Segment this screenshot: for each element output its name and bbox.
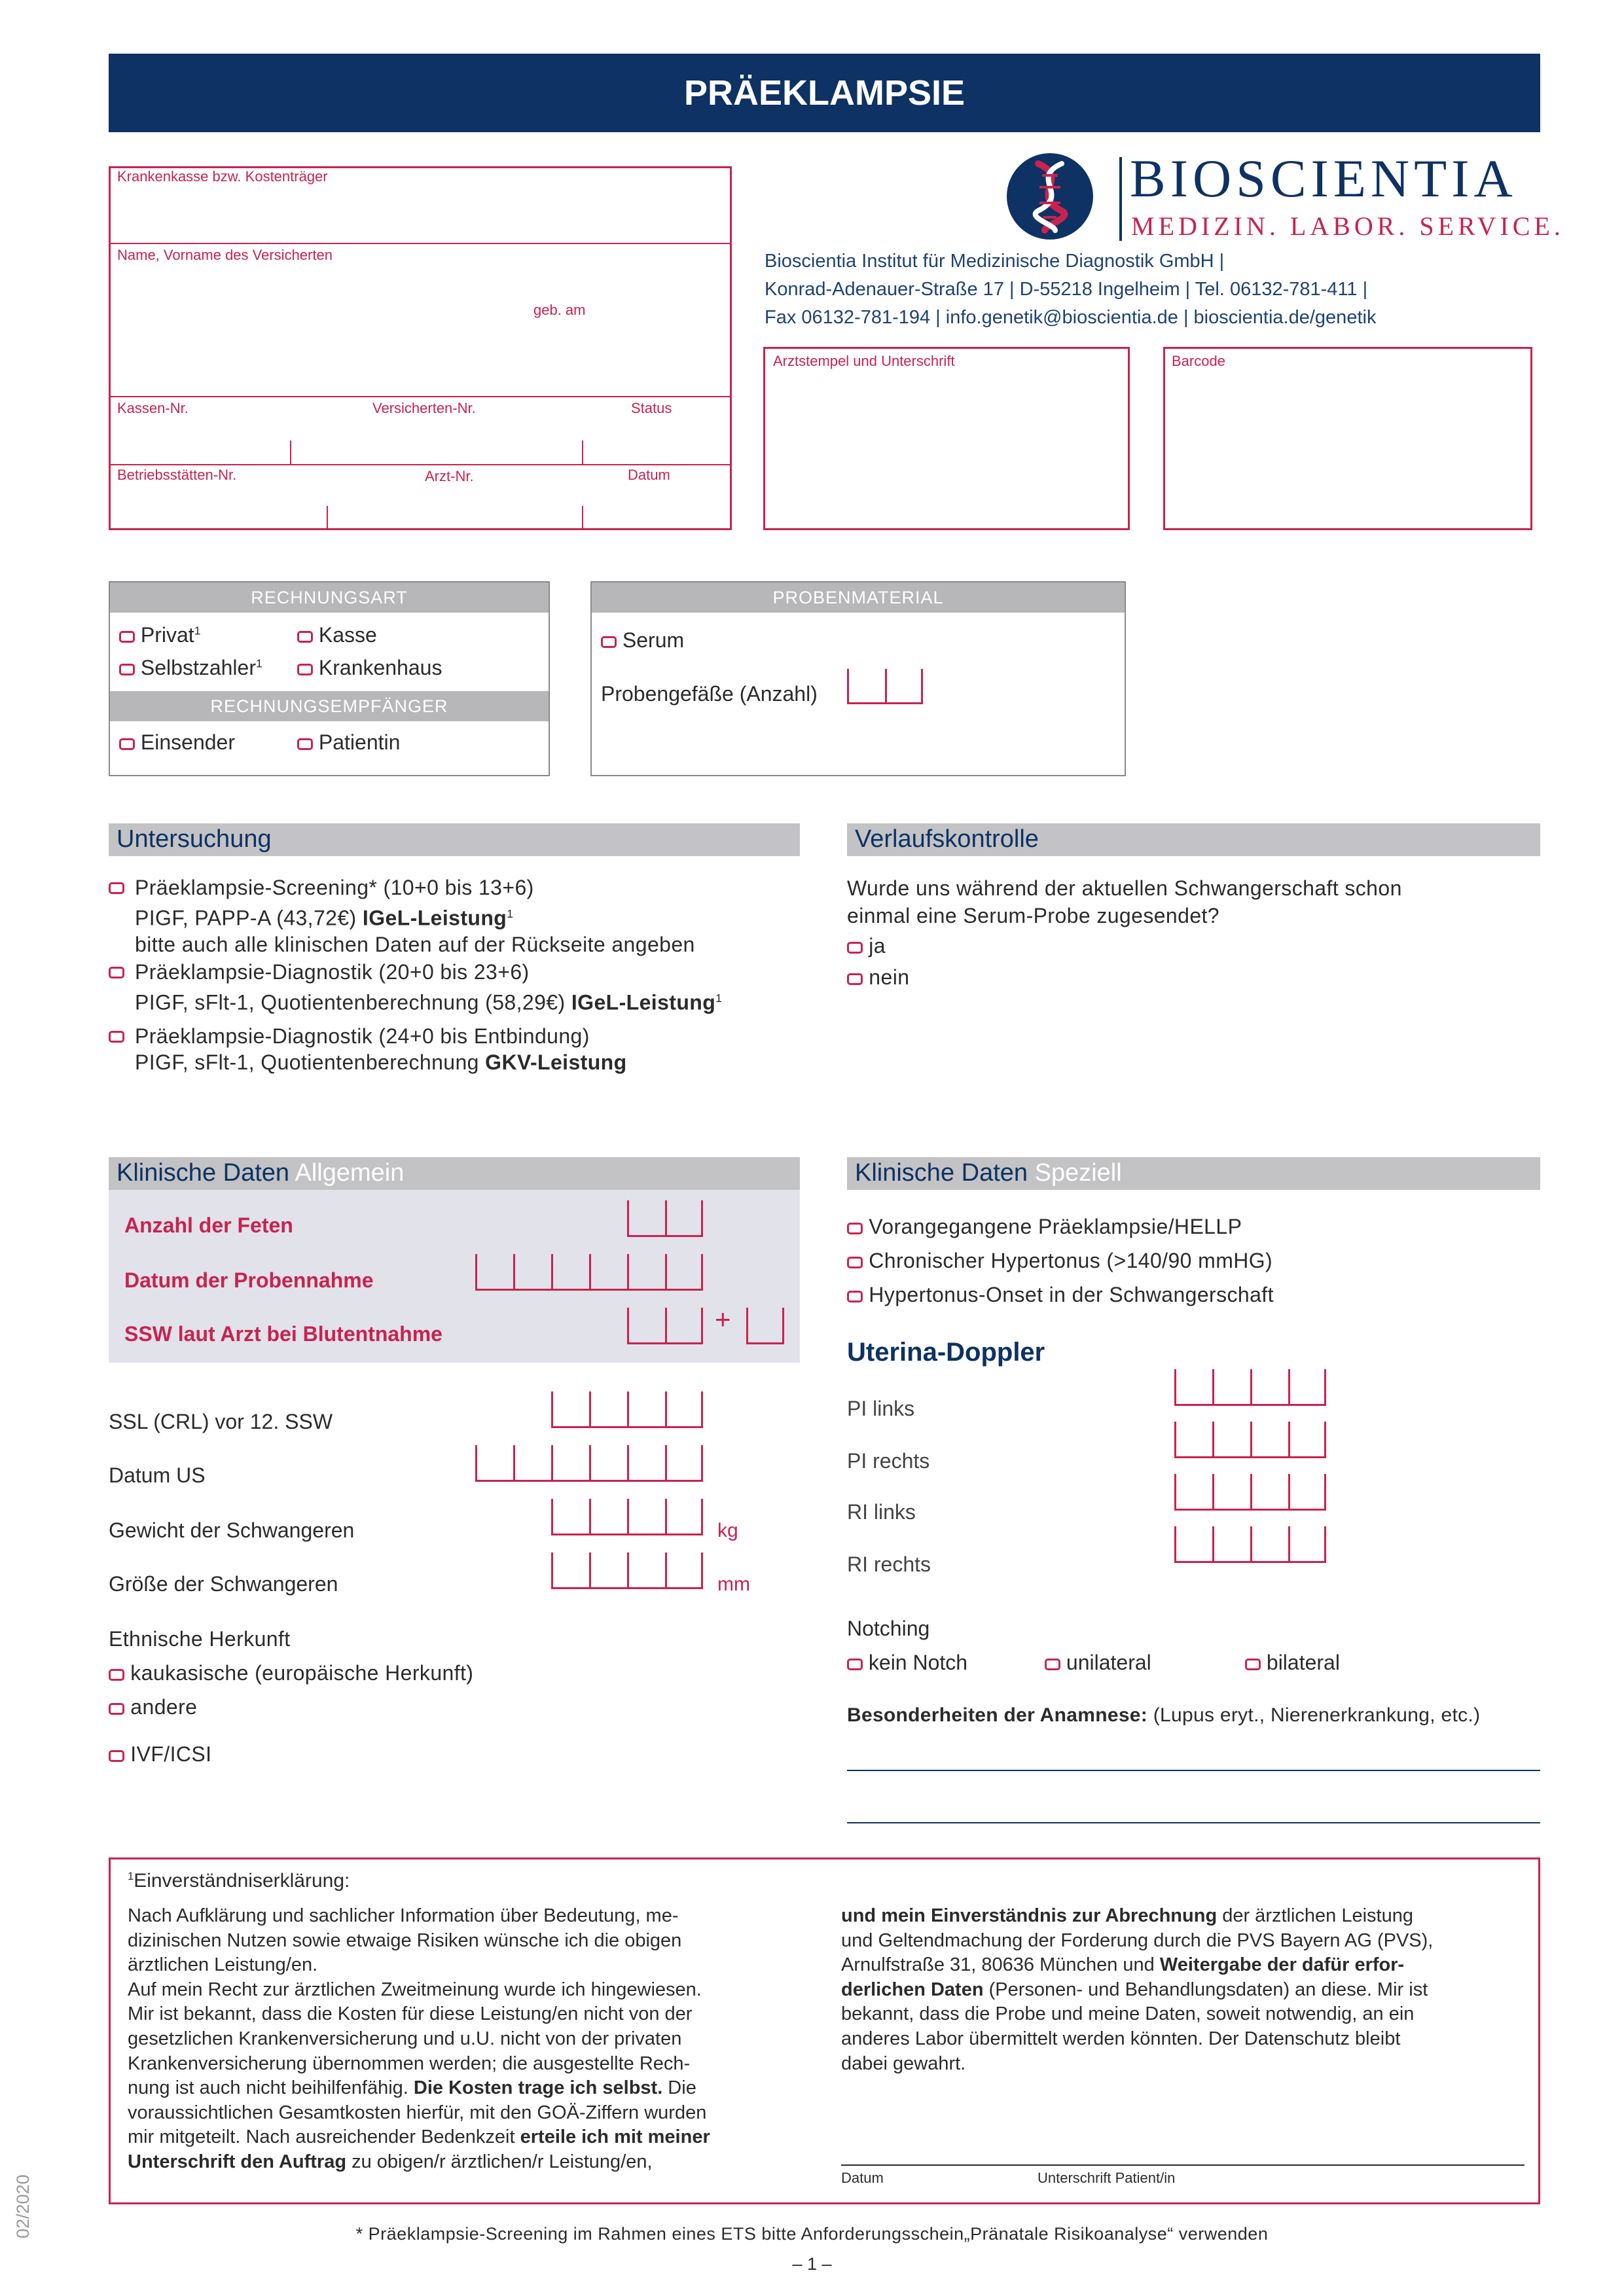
anamnesis-line-2[interactable] [847, 1822, 1540, 1823]
input-cell[interactable] [1174, 1474, 1212, 1511]
barcode-box [1163, 347, 1532, 530]
option-no-notch[interactable] [847, 1651, 967, 1675]
diagnostik-late-checkbox[interactable] [109, 1031, 124, 1043]
patientin-checkbox[interactable] [297, 738, 313, 750]
status-label: Status [631, 400, 672, 416]
header-subtext: Allgemein [295, 1159, 405, 1187]
ri-left-label: RI links [847, 1500, 916, 1524]
consent-text: Nach Aufklärung und sachlicher Information über Bedeutung, me- [128, 1905, 679, 1926]
crl-field[interactable] [551, 1391, 703, 1428]
consent-emphasis: Unterschrift den Auftrag [128, 2151, 347, 2172]
footnote-marker: 1 [128, 1871, 134, 1882]
consent-title [128, 1870, 350, 1892]
option-nein[interactable] [847, 963, 1402, 991]
input-cell[interactable] [627, 1200, 665, 1237]
patient-data-box [109, 166, 732, 530]
divider [327, 506, 328, 529]
crl-label: SSL (CRL) vor 12. SSW [109, 1410, 333, 1433]
billing-box [109, 581, 550, 776]
consent-text: zu obigen/r ärztlichen/r Leistung/en, [346, 2151, 653, 2172]
consent-line [841, 1904, 1433, 1929]
option-diagnostik-late[interactable] [109, 1023, 722, 1075]
consent-text: anderes Labor übermittelt werden könnten. Der Datenschutz bleibt [841, 2028, 1401, 2049]
input-cell[interactable] [589, 1445, 627, 1482]
consent-emphasis: Die Kosten trage ich selbst. [413, 2077, 663, 2099]
clinical-special-list [847, 1210, 1274, 1312]
bioscientia-logo [1005, 152, 1094, 241]
height-unit: mm [717, 1573, 750, 1595]
insurance-number-label: Kassen-Nr. [117, 400, 189, 416]
divider [582, 440, 583, 465]
input-cell[interactable] [847, 669, 885, 704]
unilateral-label: unilateral [1066, 1651, 1151, 1674]
consent-line [128, 1904, 710, 1929]
consent-text: (Personen- und Behandlungsdaten) an diese. Mir ist [983, 1979, 1428, 2000]
consent-box [109, 1857, 1540, 2204]
input-cell[interactable] [1288, 1369, 1326, 1406]
clinical-general-header [109, 1157, 800, 1190]
consent-text: der ärztlichen Leistung [1217, 1905, 1413, 1926]
weight-label: Gewicht der Schwangeren [109, 1518, 355, 1542]
doppler-heading: Uterina-Doppler [847, 1338, 1045, 1367]
header-text: Klinische Daten [117, 1159, 290, 1187]
consent-line [128, 1953, 710, 1978]
brand-tagline: MEDIZIN. LABOR. SERVICE. [1131, 211, 1564, 241]
insured-name-label: Name, Vorname des Versicherten [117, 247, 333, 263]
input-cell[interactable] [746, 1308, 784, 1344]
ivf-checkbox[interactable] [109, 1750, 124, 1762]
ethnicity-section [109, 1622, 473, 1771]
input-cell[interactable] [627, 1552, 665, 1589]
lab-address [765, 247, 1376, 332]
facility-number-label: Betriebsstätten-Nr. [117, 467, 237, 483]
ri-left-field[interactable] [1174, 1474, 1326, 1511]
gestation-week-field[interactable] [627, 1308, 703, 1344]
input-cell[interactable] [885, 669, 923, 704]
consent-line [841, 1978, 1433, 2003]
patientin-label: Patientin [318, 730, 401, 754]
consent-text: Krankenversicherung übernommen werden; die ausgestellte Rech- [128, 2053, 691, 2074]
previous-preeclampsia-checkbox[interactable] [847, 1223, 863, 1234]
ethnicity-label: Ethnische Herkunft [109, 1627, 291, 1651]
item-detail [135, 1049, 722, 1075]
input-cell[interactable] [513, 1254, 551, 1291]
kasse-label: Kasse [318, 623, 377, 647]
input-cell[interactable] [627, 1391, 665, 1428]
serum-checkbox[interactable] [601, 636, 617, 648]
sample-count-label: Probengefäße (Anzahl) [601, 682, 818, 706]
option-kasse[interactable] [297, 623, 377, 647]
footnote-marker: 1 [194, 624, 201, 637]
input-cell[interactable] [589, 1391, 627, 1428]
anamnesis-title: Besonderheiten der Anamnese: [847, 1704, 1148, 1726]
input-cell[interactable] [665, 1200, 703, 1237]
hypertension-onset-checkbox[interactable] [847, 1291, 863, 1302]
doctor-number-label: Arzt-Nr. [425, 468, 474, 484]
us-date-label: Datum US [109, 1463, 206, 1487]
billing-type-header: RECHNUNGSART [110, 583, 549, 613]
option-einsender[interactable] [119, 730, 235, 755]
consent-line [128, 2150, 710, 2175]
divider [290, 440, 291, 465]
consent-text: nung ist auch nicht beihilfenfähig. [128, 2077, 414, 2099]
item-detail-text: PIGF, sFlt-1, Quotientenberechnung (58,29€) [135, 990, 571, 1014]
pi-left-label: PI links [847, 1397, 915, 1420]
consent-line [128, 2125, 710, 2150]
chronic-hypertension-label: Chronischer Hypertonus (>140/90 mmHG) [869, 1249, 1273, 1272]
consent-emphasis: Weitergabe der dafür erfor- [1159, 1954, 1405, 1976]
divider [582, 506, 583, 529]
option-patientin[interactable] [297, 730, 400, 755]
consent-emphasis: und mein Einverständnis zur Abrechnung [841, 1905, 1218, 1926]
examination-list [109, 874, 722, 1075]
insured-number-label: Versicherten-Nr. [372, 400, 476, 416]
nein-checkbox[interactable] [847, 973, 863, 985]
input-cell[interactable] [589, 1254, 627, 1291]
barcode-label: Barcode [1172, 353, 1225, 369]
privat-checkbox[interactable] [119, 631, 135, 643]
height-label: Größe der Schwangeren [109, 1572, 338, 1596]
consent-text: Auf mein Recht zur ärztlichen Zweitmeinung wurde ich hingewiesen. [128, 1979, 702, 2000]
clinical-special-header [847, 1157, 1540, 1190]
consent-line [128, 2052, 710, 2077]
address-line: Fax 06132-781-194 | info.genetik@bioscientia.de | bioscientia.de/genetik [765, 307, 1377, 328]
chronic-hypertension-checkbox[interactable] [847, 1257, 863, 1268]
option-unilateral[interactable] [1045, 1651, 1151, 1675]
feten-label: Anzahl der Feten [124, 1213, 293, 1237]
consent-text: Die [662, 2077, 696, 2099]
consent-text: dabei gewahrt. [841, 2053, 966, 2074]
header-text: Klinische Daten [855, 1159, 1028, 1187]
examination-header: Untersuchung [109, 823, 800, 856]
footer-note: * Präeklampsie-Screening im Rahmen eines ETS bitte Anforderungsschein„Pränatale Risikoanalyse“ verwenden [355, 2224, 1269, 2244]
bill-recipient-header: RECHNUNGSEMPFÄNGER [110, 691, 549, 721]
signature-date-label: Datum [841, 2170, 884, 2186]
no-notch-checkbox[interactable] [847, 1659, 863, 1670]
option-other[interactable] [109, 1690, 473, 1724]
einsender-checkbox[interactable] [119, 738, 135, 750]
consent-line [128, 1978, 710, 2003]
consent-text: dizinischen Nutzen sowie etwaige Risiken wünsche ich die obigen [128, 1929, 682, 1951]
sample-date-field[interactable] [475, 1254, 703, 1291]
page-number: – 1 – [792, 2254, 832, 2274]
weight-unit: kg [717, 1520, 738, 1541]
other-label: andere [130, 1695, 198, 1719]
insurance-label: Krankenkasse bzw. Kostenträger [117, 168, 328, 185]
input-cell[interactable] [1250, 1526, 1288, 1563]
input-cell[interactable] [1174, 1422, 1212, 1458]
item-billing: GKV-Leistung [485, 1050, 627, 1075]
ri-right-label: RI rechts [847, 1552, 931, 1576]
ja-label: ja [869, 934, 886, 958]
anamnesis-hint: (Lupus eryt., Nierenerkrankung, etc.) [1147, 1704, 1481, 1726]
consent-text: und Geltendmachung der Forderung durch die PVS Bayern AG (PVS), [841, 1929, 1434, 1951]
consent-line [128, 2027, 710, 2052]
followup-header: Verlaufskontrolle [847, 823, 1540, 856]
input-cell[interactable] [665, 1254, 703, 1291]
consent-line [841, 2052, 1433, 2077]
input-cell[interactable] [1288, 1526, 1326, 1563]
input-cell[interactable] [589, 1552, 627, 1589]
gestation-week-label: SSW laut Arzt bei Blutentnahme [124, 1322, 442, 1346]
hypertension-onset-label: Hypertonus-Onset in der Schwangerschaft [869, 1283, 1274, 1306]
input-cell[interactable] [665, 1552, 703, 1589]
consent-line [841, 2027, 1433, 2052]
selbstzahler-checkbox[interactable] [119, 664, 135, 675]
question-line: Wurde uns während der aktuellen Schwangerschaft schon [847, 876, 1402, 900]
address-line: Bioscientia Institut für Medizinische Diagnostik GmbH | [765, 251, 1225, 272]
consent-line [128, 2076, 710, 2101]
consent-line [841, 1953, 1433, 1978]
consent-text: gesetzlichen Krankenversicherung und u.U. nicht von der privaten [128, 2028, 682, 2049]
sample-box [590, 581, 1126, 776]
item-billing: IGeL-Leistung [362, 906, 507, 930]
footnote-marker: 1 [507, 907, 514, 920]
input-cell[interactable] [665, 1308, 703, 1344]
ivf-label: IVF/ICSI [130, 1742, 212, 1766]
input-cell[interactable] [475, 1254, 513, 1291]
item-detail [135, 901, 722, 931]
consent-line [841, 1929, 1433, 1954]
ri-right-field[interactable] [1174, 1526, 1326, 1563]
consent-text: voraussichtlichen Gesamtkosten hierfür, mit den GOÄ-Ziffern wurden [128, 2102, 707, 2123]
sample-count-field[interactable] [847, 669, 923, 704]
input-cell[interactable] [1174, 1526, 1212, 1563]
notching-label: Notching [847, 1617, 930, 1640]
option-serum[interactable] [601, 628, 684, 653]
pi-right-field[interactable] [1174, 1422, 1326, 1458]
consent-line [841, 2002, 1433, 2027]
input-cell[interactable] [1250, 1474, 1288, 1511]
option-selbstzahler[interactable] [119, 656, 262, 680]
krankenhaus-checkbox[interactable] [297, 664, 313, 675]
item-billing: IGeL-Leistung [571, 990, 716, 1014]
anamnesis-label [847, 1704, 1480, 1727]
input-cell[interactable] [665, 1445, 703, 1482]
previous-preeclampsia-label: Vorangegangene Präeklampsie/HELLP [869, 1215, 1242, 1238]
input-cell[interactable] [1212, 1526, 1250, 1563]
weight-field[interactable] [551, 1499, 703, 1535]
privat-label: Privat [140, 623, 194, 647]
option-diagnostik-early[interactable] [109, 959, 722, 1016]
input-cell[interactable] [1250, 1422, 1288, 1458]
header-subtext: Speziell [1034, 1159, 1122, 1187]
item-title: Präeklampsie-Diagnostik (24+0 bis Entbindung) [135, 1024, 590, 1049]
signature-line[interactable] [841, 2164, 1525, 2166]
serum-label: Serum [622, 628, 685, 652]
input-cell[interactable] [627, 1445, 665, 1482]
option-privat[interactable] [119, 623, 200, 647]
option-ja[interactable] [847, 932, 1402, 960]
option-screening[interactable] [109, 874, 722, 958]
option-ivf[interactable] [109, 1737, 473, 1771]
brand-name: BIOSCIENTIA [1130, 149, 1517, 208]
input-cell[interactable] [475, 1445, 513, 1482]
divider [111, 243, 730, 244]
input-cell[interactable] [1212, 1474, 1250, 1511]
input-cell[interactable] [1212, 1422, 1250, 1458]
input-cell[interactable] [627, 1308, 665, 1344]
option-bilateral[interactable] [1245, 1651, 1340, 1675]
divider [111, 396, 730, 397]
input-cell[interactable] [513, 1445, 551, 1482]
nein-label: nein [869, 965, 910, 989]
input-cell[interactable] [551, 1552, 589, 1589]
footnote-marker: 1 [715, 991, 723, 1005]
gestation-day-field[interactable] [746, 1308, 784, 1344]
caucasian-checkbox[interactable] [109, 1669, 124, 1681]
option-previous-preeclampsia[interactable] [847, 1210, 1274, 1244]
form-version: 02/2020 [13, 2174, 33, 2238]
input-cell[interactable] [589, 1499, 627, 1535]
unilateral-checkbox[interactable] [1045, 1659, 1060, 1670]
screening-checkbox[interactable] [109, 882, 124, 894]
input-cell[interactable] [1288, 1422, 1326, 1458]
input-cell[interactable] [1174, 1369, 1212, 1406]
input-cell[interactable] [627, 1254, 665, 1291]
doctor-stamp-label: Arztstempel und Unterschrift [773, 353, 955, 369]
consent-text: Mir ist bekannt, dass die Kosten für diese Leistung/en nicht von der [128, 2003, 693, 2025]
item-title: Präeklampsie-Screening* (10+0 bis 13+6) [135, 876, 534, 899]
item-detail-text: PIGF, PAPP-A (43,72€) [135, 906, 363, 930]
ja-checkbox[interactable] [847, 942, 863, 954]
input-cell[interactable] [1212, 1369, 1250, 1406]
pi-left-field[interactable] [1174, 1369, 1326, 1406]
input-cell[interactable] [551, 1391, 589, 1428]
option-hypertension-onset[interactable] [847, 1278, 1274, 1312]
divider [111, 464, 730, 465]
plus-sign: + [715, 1304, 731, 1335]
doctor-stamp-box[interactable] [763, 347, 1130, 530]
logo-divider [1119, 157, 1122, 241]
sample-date-label: Datum der Probennahme [124, 1268, 374, 1292]
consent-emphasis: derlichen Daten [841, 1979, 984, 2000]
input-cell[interactable] [627, 1499, 665, 1535]
consent-line [128, 2101, 710, 2126]
consent-title-text: Einverständniserklärung: [134, 1870, 350, 1892]
height-field[interactable] [551, 1552, 703, 1589]
input-cell[interactable] [1288, 1474, 1326, 1511]
krankenhaus-label: Krankenhaus [318, 656, 442, 679]
consent-text: bekannt, dass die Probe und meine Daten, soweit notwendig, an ein [841, 2003, 1415, 2025]
address-line: Konrad-Adenauer-Straße 17 | D-55218 Ingelheim | Tel. 06132-781-411 | [765, 279, 1368, 300]
kasse-checkbox[interactable] [297, 631, 313, 643]
consent-line [128, 2002, 710, 2027]
diagnostik-early-checkbox[interactable] [109, 967, 124, 978]
consent-text-right [841, 1904, 1433, 2076]
feten-field[interactable] [627, 1200, 703, 1237]
consent-text: mir mitgeteilt. Nach ausreichender Bedenkzeit [128, 2126, 520, 2148]
anamnesis-line-1[interactable] [847, 1770, 1540, 1771]
consent-text: ärztlichen Leistung/en. [128, 1954, 318, 1976]
footnote-marker: 1 [255, 656, 262, 670]
followup-question [847, 874, 1402, 991]
item-title: Präeklampsie-Diagnostik (20+0 bis 23+6) [135, 960, 530, 984]
consent-text: Arnulfstraße 31, 80636 München und [841, 1954, 1160, 1976]
input-cell[interactable] [551, 1254, 589, 1291]
us-date-field[interactable] [475, 1445, 703, 1482]
page-title: PRÄEKLAMPSIE [683, 73, 965, 113]
caucasian-label: kaukasische (europäische Herkunft) [130, 1661, 474, 1685]
item-detail [135, 985, 722, 1016]
date-label: Datum [628, 467, 670, 483]
input-cell[interactable] [1250, 1369, 1288, 1406]
input-cell[interactable] [665, 1391, 703, 1428]
other-checkbox[interactable] [109, 1703, 124, 1715]
input-cell[interactable] [551, 1499, 589, 1535]
input-cell[interactable] [665, 1499, 703, 1535]
option-caucasian[interactable] [109, 1656, 473, 1690]
dna-logo-icon [1005, 152, 1094, 241]
item-detail-text: PIGF, sFlt-1, Quotientenberechnung [135, 1050, 486, 1075]
item-note: bitte auch alle klinischen Daten auf der Rückseite angeben [135, 932, 695, 956]
einsender-label: Einsender [140, 730, 235, 754]
input-cell[interactable] [551, 1445, 589, 1482]
no-notch-label: kein Notch [868, 1651, 968, 1674]
birthdate-label: geb. am [533, 302, 586, 318]
pi-right-label: PI rechts [847, 1449, 930, 1473]
selbstzahler-label: Selbstzahler [140, 656, 256, 679]
option-chronic-hypertension[interactable] [847, 1244, 1274, 1278]
option-krankenhaus[interactable] [297, 656, 442, 680]
bilateral-checkbox[interactable] [1245, 1659, 1261, 1670]
question-line: einmal eine Serum-Probe zugesendet? [847, 904, 1219, 927]
sample-material-header: PROBENMATERIAL [592, 583, 1125, 613]
consent-line [128, 1929, 710, 1954]
title-bar [109, 54, 1540, 132]
bilateral-label: bilateral [1266, 1651, 1340, 1674]
consent-emphasis: erteile ich mit meiner [520, 2126, 710, 2148]
signature-patient-label: Unterschrift Patient/in [1038, 2170, 1176, 2186]
consent-text-left [128, 1904, 710, 2175]
